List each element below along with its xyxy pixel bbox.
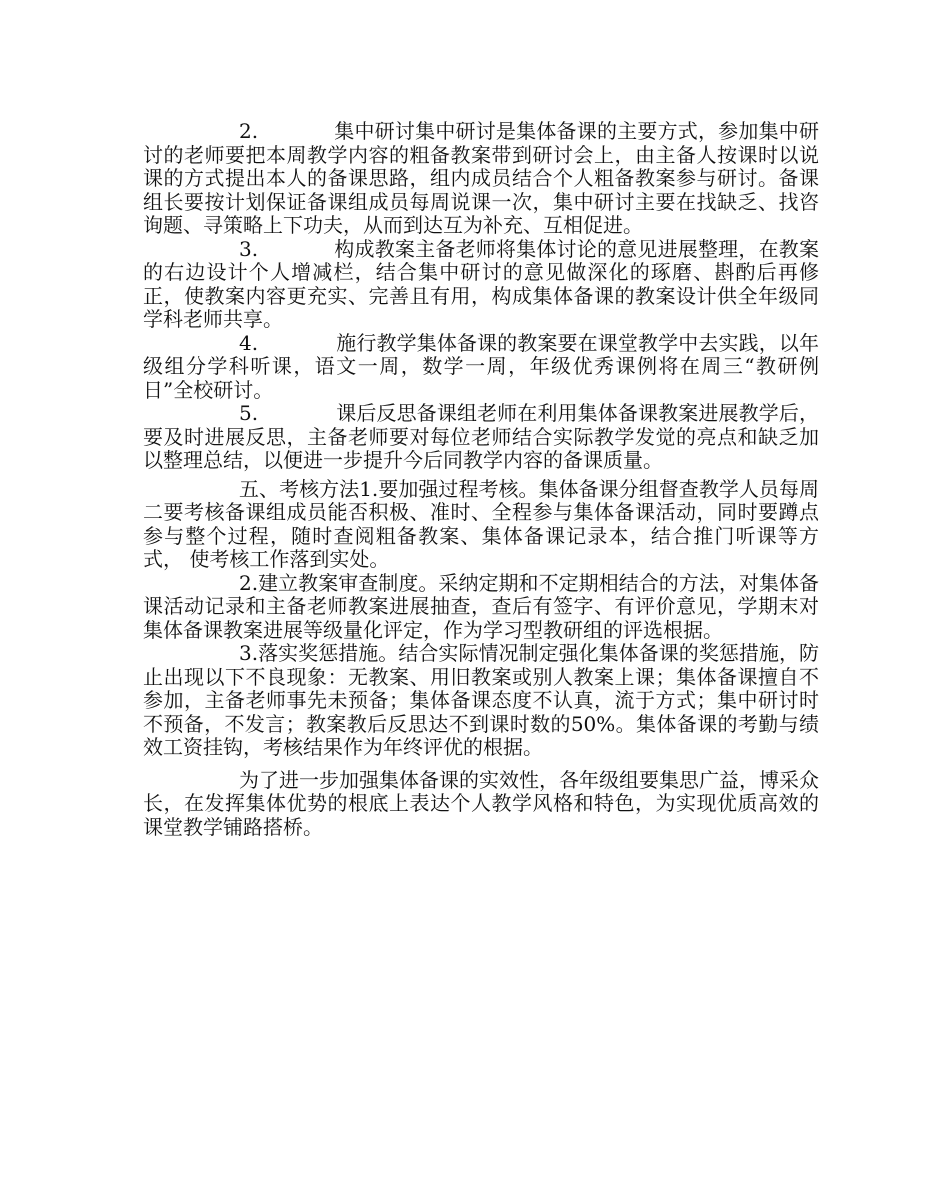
paragraph-item-4 [143,332,819,403]
item-number: 3. [239,236,259,261]
item-text: 课后反思备课组老师在利用集体备课教案进展教学后，要及时进展反思，主备老师要对每位老师结合实际教学发觉的亮点和缺乏加以整理总结，以便进一步提升今后同教学内容的备课质量。 [143,401,819,472]
section-5-paragraph-1 [143,478,819,572]
item-number: 4. [239,330,259,355]
closing-text: 为了进一步加强集体备课的实效性，各年级组要集思广益，博采众长，在发挥集体优势的根底上表达个人教学风格和特色，为实现优质高效的课堂教学铺路搭桥。 [143,767,819,839]
section-text: 2.建立教案审查制度。采纳定期和不定期相结合的方法，对集体备课活动记录和主备老师教案进展抽查，查后有签字、有评价意见，学期末对集体备课教案进展等级量化评定，作为学习型教研组的评选根据。 [143,570,819,642]
section-text: 3.落实奖惩措施。结合实际情况制定强化集体备课的奖惩措施，防止出现以下不良现象：无教案、用旧教案或别人教案上课；集体备课擅自不参加，主备老师事先未预备；集体备课态度不认真，流于方式；集中研讨时不预备，不发言；教案教后反思达不到课时数的50%。集体备课的考勤与绩效工资挂钩，考核结果作为年终评优的根据。 [143,641,819,759]
section-heading: 五、考核方法 [239,476,360,501]
item-number: 5. [239,401,259,425]
paragraph-item-5 [143,402,819,473]
item-text: 集中研讨集中研讨是集体备课的主要方式，参加集中研讨的老师要把本周教学内容的粗备教案带到研讨会上，由主备人按课时以说课的方式提出本人的备课思路，组内成员结合个人粗备教案参与研讨。备课组长要按计划保证备课组成员每周说课一次，集中研讨主要在找缺乏、找咨询题、寻策略上下功夫，从而到达互为补充、互相促进。 [143,119,819,237]
item-text: 施行教学集体备课的教案要在课堂教学中去实践，以年级组分学科听课，语文一周，数学一周，年级优秀课例将在周三“教研例日”全校研讨。 [143,330,819,402]
document-body [143,120,819,839]
closing-paragraph [143,769,819,840]
paragraph-item-2 [143,120,819,238]
item-text: 构成教案主备老师将集体讨论的意见进展整理，在教案的右边设计个人增减栏，结合集中研讨的意见做深化的琢磨、斟酌后再修正，使教案内容更充实、完善且有用，构成集体备课的教案设计供全年级同学科老师共享。 [143,236,819,331]
section-text: 1.要加强过程考核。集体备课分组督查教学人员每周二要考核备课组成员能否积极、准时、全程参与集体备课活动，同时要蹲点参与整个过程，随时查阅粗备教案、集体备课记录本，结合推门听课等方式， 使考核工作落到实处。 [143,476,819,571]
section-5-paragraph-3 [143,642,819,760]
item-number: 2. [239,119,259,143]
paragraph-item-3 [143,238,819,332]
section-5-paragraph-2 [143,572,819,643]
